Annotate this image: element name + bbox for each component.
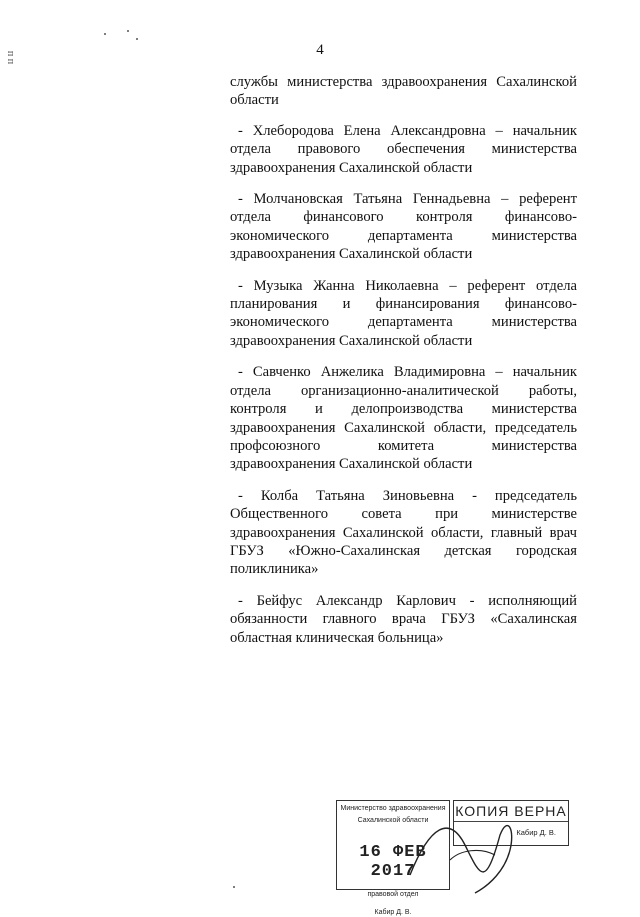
stamp-org-line: Сахалинской области <box>357 817 429 824</box>
stamp-title: КОПИЯ ВЕРНА <box>454 803 568 822</box>
scan-speck <box>104 33 106 35</box>
margin-mark: п п <box>5 50 17 65</box>
member-entry: - Савченко Анжелика Владимировна – начальник отдела организационно-аналитической работы, контроля и делопроизводства министерства здравоохранения Сахалинской области, председатель профсоюзного комитета министерства здравоохранения Сахалинской области <box>230 364 577 473</box>
member-entry: - Бейфус Александр Карлович - исполняющий обязанности главного врача ГБУЗ «Сахалинская областная клиническая больница» <box>230 592 577 646</box>
member-entry: - Колба Татьяна Зиновьевна - председатель Общественного совета при министерстве здравоохранения Сахалинской области, главный врач ГБУЗ «Южно-Сахалинская детская городская поликлиника» <box>230 487 577 578</box>
page-number: 4 <box>316 42 324 58</box>
stamp-name: Кабир Д. В. <box>516 828 556 837</box>
member-entry: - Молчановская Татьяна Геннадьевна – референт отдела финансового контроля финансово-экономического департамента министерства здравоохранения Сахалинской области <box>230 191 577 263</box>
scan-speck <box>136 38 138 40</box>
stamp-dept-line: правовой отдел <box>367 891 419 898</box>
stamp-date: 16 ФЕВ 2017 <box>359 843 427 881</box>
stamp-org-line: Министерство здравоохранения <box>340 805 446 812</box>
copy-certified-stamp <box>453 800 569 846</box>
received-stamp <box>336 800 450 916</box>
member-entry: - Музыка Жанна Николаевна – референт отдела планирования и финансирования финансово-экономического департамента министерства здравоохранения Сахалинской области <box>230 277 577 349</box>
scan-speck <box>127 30 129 32</box>
member-entry: - Хлебородова Елена Александровна – начальник отдела правового обеспечения министерства здравоохранения Сахалинской области <box>230 122 577 176</box>
scan-speck <box>233 886 235 888</box>
document-body <box>230 73 577 660</box>
stamp-dept-line: Кабир Д. В. <box>374 909 412 916</box>
paragraph-continuation: службы министерства здравоохранения Сахалинской области <box>230 74 577 109</box>
